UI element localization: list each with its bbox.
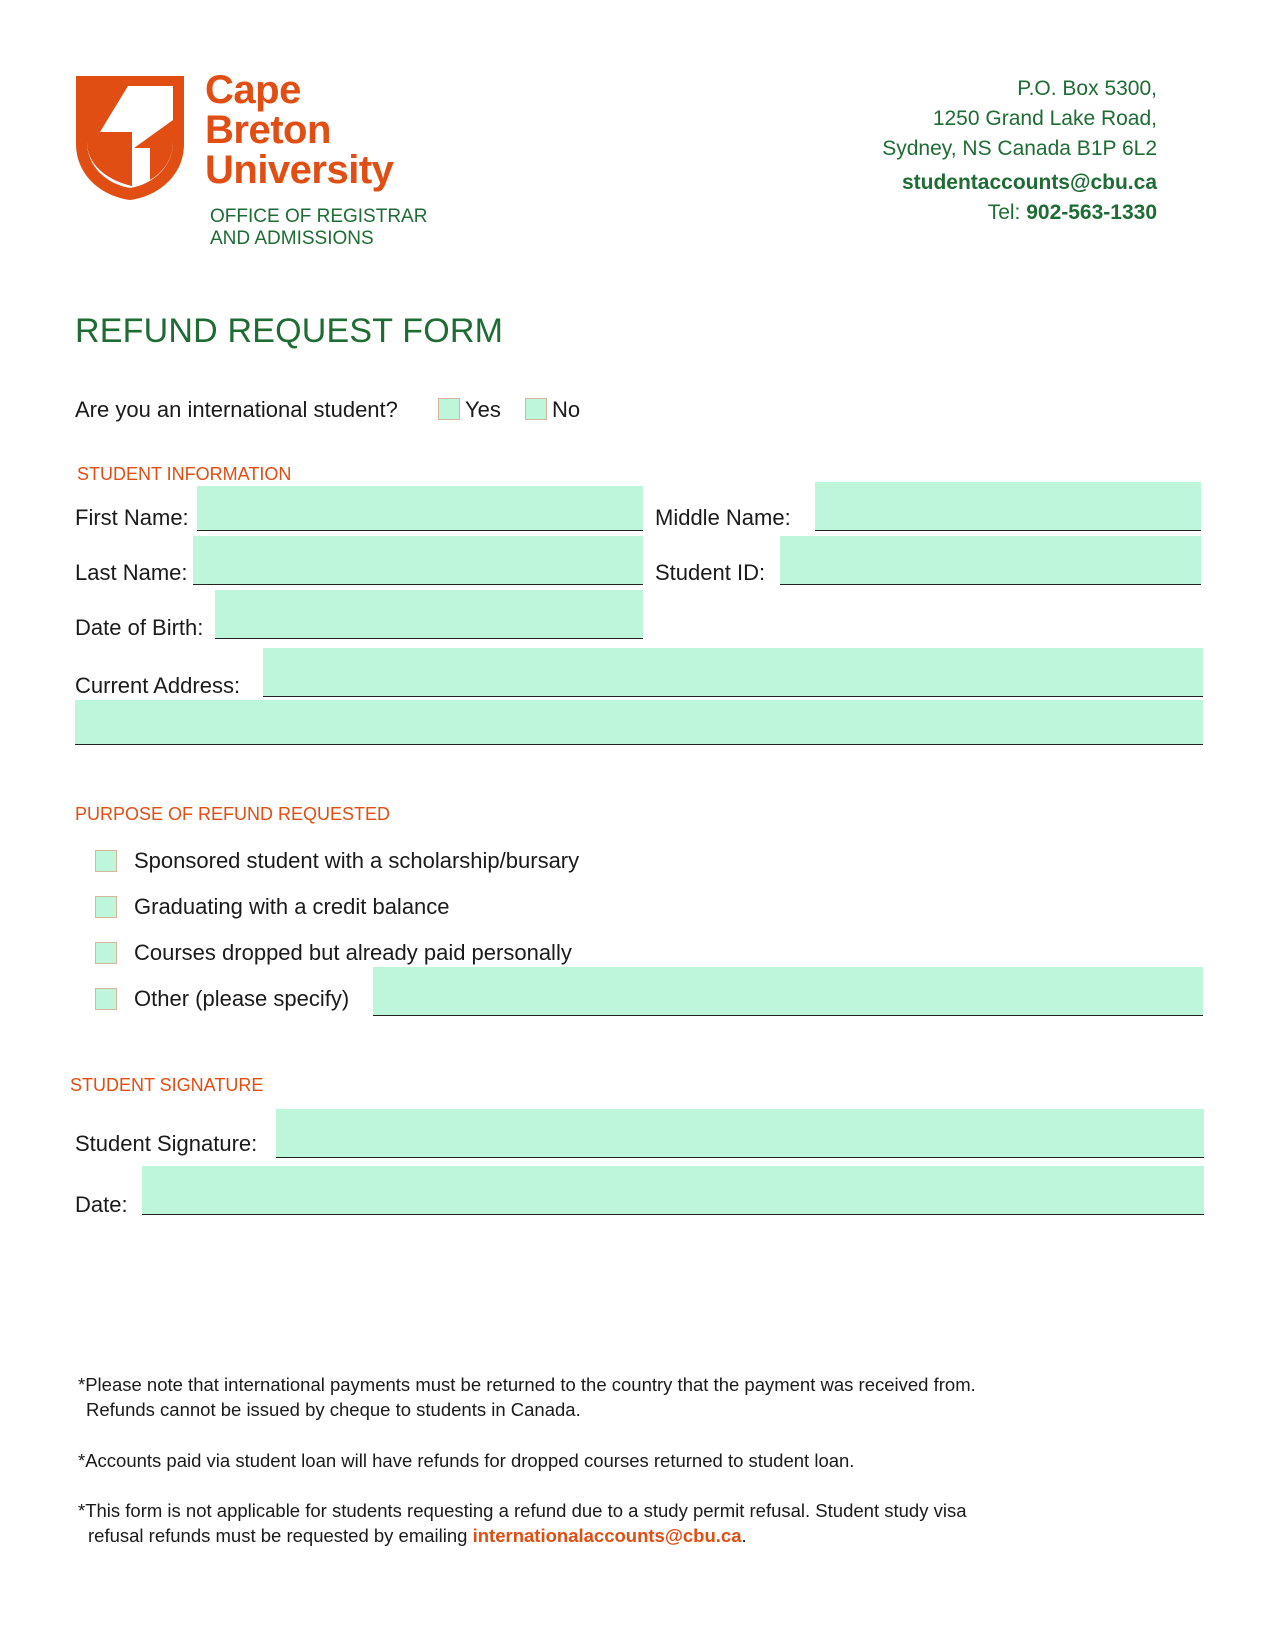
note-study-permit — [78, 1498, 966, 1548]
international-yes-checkbox[interactable] — [438, 398, 460, 420]
purpose-graduating-label: Graduating with a credit balance — [134, 894, 450, 919]
purpose-dropped-checkbox[interactable] — [95, 942, 117, 964]
international-yes-label: Yes — [465, 397, 501, 422]
note1-line2: Refunds cannot be issued by cheque to students in Canada. — [86, 1399, 581, 1420]
international-no-label: No — [552, 397, 581, 422]
student-id-label: Student ID: — [655, 560, 766, 585]
last-name-field[interactable] — [193, 536, 643, 585]
note3-line1: *This form is not applicable for students requesting a refund due to a study permit refusal. Student study visa — [78, 1500, 967, 1521]
note1-line1: *Please note that international payments must be returned to the country that the payment was received from. — [78, 1374, 976, 1395]
address-line1: P.O. Box 5300, — [1017, 77, 1157, 100]
international-question: Are you an international student? — [75, 397, 398, 422]
note-international-payments — [78, 1372, 976, 1422]
current-address-field-line2[interactable] — [75, 700, 1203, 745]
note3-period: . — [741, 1525, 747, 1546]
section-student-signature: STUDENT SIGNATURE — [70, 1075, 264, 1095]
note3-line2-text: refusal refunds must be requested by emailing — [88, 1525, 468, 1546]
contact-email-link[interactable]: studentaccounts@cbu.ca — [901, 171, 1157, 194]
section-student-information: STUDENT INFORMATION — [77, 464, 292, 484]
section-purpose-of-refund: PURPOSE OF REFUND REQUESTED — [75, 804, 391, 824]
wordmark-line-cape: Cape — [205, 68, 301, 112]
first-name-field[interactable] — [197, 486, 643, 531]
contact-address-block — [882, 74, 1157, 228]
university-wordmark — [205, 70, 393, 190]
signature-date-label: Date: — [75, 1192, 128, 1217]
wordmark-line-university: University — [205, 148, 394, 192]
purpose-sponsored-checkbox[interactable] — [95, 850, 117, 872]
tel-number: 902-563-1330 — [1026, 201, 1157, 224]
purpose-other-checkbox[interactable] — [95, 988, 117, 1010]
date-of-birth-field[interactable] — [215, 590, 643, 639]
office-subtitle-line2: AND ADMISSIONS — [210, 228, 374, 249]
student-signature-field[interactable] — [276, 1109, 1204, 1158]
international-no-checkbox[interactable] — [525, 398, 547, 420]
purpose-dropped-label: Courses dropped but already paid personally — [134, 940, 572, 965]
purpose-sponsored-label: Sponsored student with a scholarship/bursary — [134, 848, 580, 873]
student-id-field[interactable] — [780, 536, 1201, 585]
address-line3: Sydney, NS Canada B1P 6L2 — [882, 137, 1157, 160]
purpose-other-specify-field[interactable] — [373, 967, 1203, 1016]
contact-phone — [882, 198, 1157, 228]
student-signature-label: Student Signature: — [75, 1131, 258, 1156]
address-line2: 1250 Grand Lake Road, — [932, 107, 1157, 130]
date-of-birth-label: Date of Birth: — [75, 615, 204, 640]
tel-label: Tel: — [987, 201, 1021, 224]
form-title: REFUND REQUEST FORM — [75, 312, 504, 350]
first-name-label: First Name: — [75, 505, 189, 530]
note3-line2 — [78, 1523, 966, 1548]
middle-name-label: Middle Name: — [655, 505, 791, 530]
last-name-label: Last Name: — [75, 560, 188, 585]
purpose-other-label: Other (please specify) — [134, 986, 350, 1011]
international-accounts-email-link[interactable]: internationalaccounts@cbu.ca — [472, 1525, 742, 1546]
middle-name-field[interactable] — [815, 482, 1201, 531]
current-address-label: Current Address: — [75, 673, 241, 698]
office-subtitle — [210, 206, 427, 250]
current-address-field-line1[interactable] — [263, 648, 1203, 697]
office-subtitle-line1: OFFICE OF REGISTRAR — [210, 206, 428, 227]
signature-date-field[interactable] — [142, 1166, 1204, 1215]
wordmark-line-breton: Breton — [205, 108, 331, 152]
note-student-loan: *Accounts paid via student loan will have refunds for dropped courses returned to student loan. — [78, 1450, 855, 1471]
purpose-graduating-checkbox[interactable] — [95, 896, 117, 918]
cbu-shield-logo — [72, 74, 188, 202]
